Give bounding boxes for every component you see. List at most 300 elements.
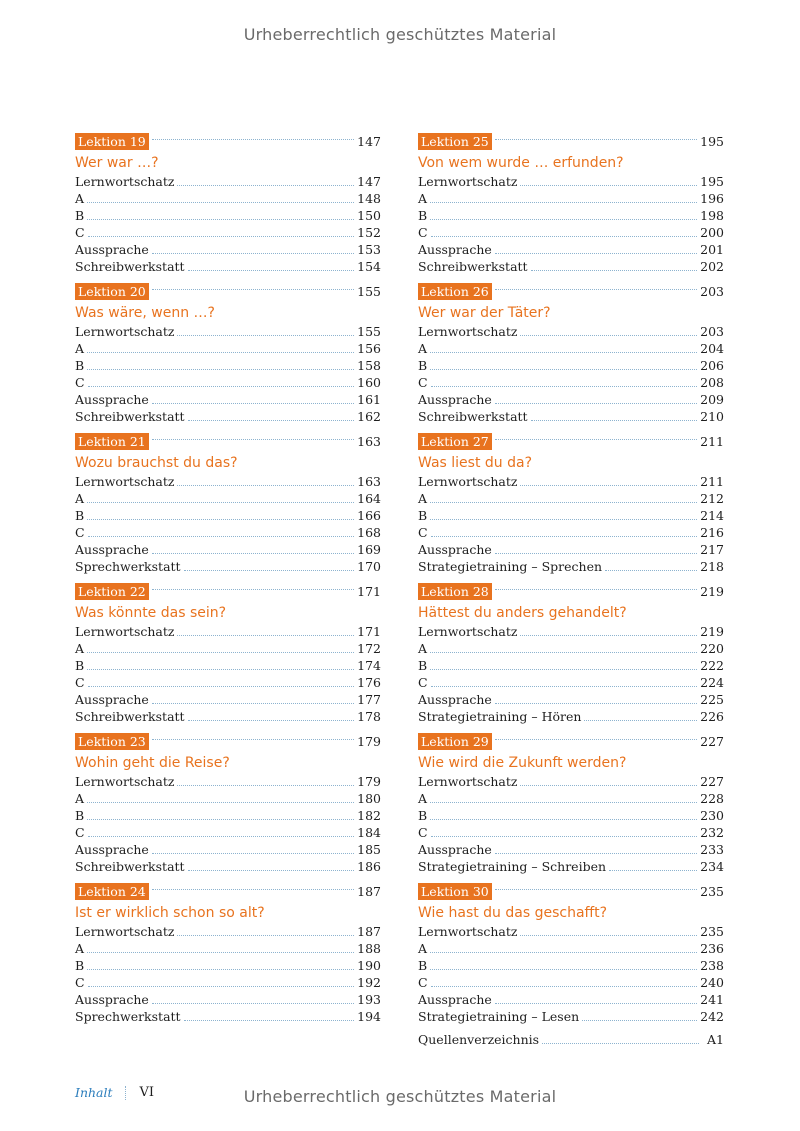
dot-leader [152, 703, 354, 704]
dot-leader [152, 1003, 354, 1004]
dot-leader [495, 139, 697, 140]
dot-leader [431, 236, 698, 237]
dot-leader [430, 819, 697, 820]
dot-leader [430, 219, 697, 220]
entry-page-number: 148 [357, 191, 381, 206]
toc-entry[interactable] [75, 258, 381, 275]
dot-leader [87, 952, 354, 953]
toc-entry[interactable] [75, 940, 381, 957]
entry-label: Lernwortschatz [418, 774, 518, 789]
lesson-page-number: 147 [357, 133, 381, 149]
dot-leader [188, 420, 355, 421]
entry-label: B [75, 958, 85, 973]
entry-label: Lernwortschatz [75, 324, 175, 339]
entry-label: A [75, 641, 85, 656]
lesson-block [418, 881, 724, 1031]
entry-label: Aussprache [418, 842, 492, 857]
entry-page-number: 198 [700, 208, 724, 223]
entry-label: A [418, 941, 428, 956]
lesson-header-row[interactable] [75, 131, 381, 151]
appendix-page-number: A1 [707, 1032, 724, 1047]
entry-label: Aussprache [418, 242, 492, 257]
entry-page-number: 216 [700, 525, 724, 540]
toc-entry[interactable] [418, 340, 724, 357]
toc-entry[interactable] [75, 691, 381, 708]
dot-leader [520, 485, 697, 486]
dot-leader [531, 420, 698, 421]
toc-entry[interactable] [75, 708, 381, 725]
dot-leader [88, 536, 355, 537]
dot-leader [430, 669, 697, 670]
dot-leader [188, 870, 355, 871]
toc-entry[interactable] [418, 207, 724, 224]
entry-label: Lernwortschatz [418, 324, 518, 339]
lesson-header-row[interactable] [75, 881, 381, 901]
dot-leader [152, 553, 354, 554]
toc-column-right [418, 131, 724, 1048]
entry-label: A [75, 791, 85, 806]
dot-leader [520, 785, 697, 786]
dot-leader [495, 703, 697, 704]
toc-entry[interactable] [418, 541, 724, 558]
toc-entry[interactable] [75, 1008, 381, 1025]
toc-entry[interactable] [75, 858, 381, 875]
lesson-page-number: 163 [357, 433, 381, 449]
lesson-title: Was wäre, wenn …? [75, 305, 215, 321]
entry-label: Aussprache [75, 692, 149, 707]
lesson-block [418, 281, 724, 431]
dot-leader [152, 589, 354, 590]
lesson-header-row[interactable] [418, 131, 724, 151]
entry-page-number: 186 [357, 859, 381, 874]
entry-label: C [75, 375, 85, 390]
entry-page-number: 196 [700, 191, 724, 206]
entry-page-number: 209 [700, 392, 724, 407]
entry-label: Strategietraining – Schreiben [418, 859, 607, 874]
entry-label: C [418, 375, 428, 390]
lesson-header-row[interactable] [75, 431, 381, 451]
dot-leader [495, 403, 697, 404]
toc-entry[interactable] [75, 323, 381, 340]
entry-label: A [75, 491, 85, 506]
entry-page-number: 241 [700, 992, 724, 1007]
toc-entry[interactable] [418, 241, 724, 258]
toc-entry[interactable] [418, 807, 724, 824]
toc-entry[interactable] [75, 974, 381, 991]
entry-page-number: 190 [357, 958, 381, 973]
entry-page-number: 192 [357, 975, 381, 990]
toc-entry[interactable] [75, 207, 381, 224]
toc-entry[interactable] [418, 173, 724, 190]
lesson-block [75, 881, 381, 1031]
entry-page-number: 206 [700, 358, 724, 373]
dot-leader [152, 739, 354, 740]
entry-label: A [418, 341, 428, 356]
lesson-page-number: 155 [357, 283, 381, 299]
dot-leader [495, 589, 697, 590]
entry-page-number: 240 [700, 975, 724, 990]
entry-page-number: 225 [700, 692, 724, 707]
toc-entry[interactable] [75, 408, 381, 425]
dot-leader [184, 1020, 355, 1021]
entry-page-number: 161 [357, 392, 381, 407]
toc-entry[interactable] [75, 640, 381, 657]
lesson-block [418, 131, 724, 281]
entry-page-number: 178 [357, 709, 381, 724]
watermark-top: Urheberrechtlich geschütztes Material [243, 25, 557, 44]
toc-entry[interactable] [75, 558, 381, 575]
entry-label: A [418, 491, 428, 506]
entry-page-number: 155 [357, 324, 381, 339]
toc-entry[interactable] [418, 524, 724, 541]
entry-label: A [75, 341, 85, 356]
dot-leader [430, 519, 697, 520]
lesson-page-number: 219 [700, 583, 724, 599]
entry-label: A [75, 941, 85, 956]
lesson-header-row[interactable] [75, 731, 381, 751]
entry-page-number: 184 [357, 825, 381, 840]
toc-entry[interactable] [75, 824, 381, 841]
appendix-label: Quellenverzeichnis [418, 1032, 540, 1047]
entry-label: Lernwortschatz [75, 474, 175, 489]
dot-leader [87, 969, 354, 970]
toc-entry[interactable] [418, 640, 724, 657]
entry-label: Schreibwerkstatt [75, 259, 185, 274]
entry-label: Aussprache [418, 392, 492, 407]
entry-label: Aussprache [75, 992, 149, 1007]
entry-page-number: 166 [357, 508, 381, 523]
entry-page-number: 176 [357, 675, 381, 690]
dot-leader [430, 202, 697, 203]
entry-page-number: 170 [357, 559, 381, 574]
lesson-title: Was könnte das sein? [75, 605, 227, 621]
lesson-badge: Lektion 26 [418, 283, 492, 300]
entry-page-number: 203 [700, 324, 724, 339]
entry-label: Lernwortschatz [75, 924, 175, 939]
toc-entry[interactable] [418, 858, 724, 875]
toc-entry[interactable] [418, 824, 724, 841]
entry-page-number: 182 [357, 808, 381, 823]
entry-label: C [75, 525, 85, 540]
lesson-block [75, 731, 381, 881]
lesson-header-row[interactable] [75, 581, 381, 601]
dot-leader [152, 439, 354, 440]
lesson-badge: Lektion 22 [75, 583, 149, 600]
toc-entry[interactable] [75, 841, 381, 858]
dot-leader [495, 289, 697, 290]
toc-entry[interactable] [75, 541, 381, 558]
toc-entry[interactable] [418, 507, 724, 524]
lesson-title: Wie wird die Zukunft werden? [418, 755, 627, 771]
lesson-block [418, 431, 724, 581]
dot-leader [584, 720, 697, 721]
dot-leader [495, 889, 697, 890]
toc-entry[interactable] [418, 991, 724, 1008]
toc-entry[interactable] [418, 473, 724, 490]
dot-leader [88, 986, 355, 987]
entry-page-number: 158 [357, 358, 381, 373]
lesson-badge: Lektion 21 [75, 433, 149, 450]
lesson-page-number: 187 [357, 883, 381, 899]
entry-page-number: 156 [357, 341, 381, 356]
toc-entry[interactable] [75, 773, 381, 790]
appendix-entry[interactable] [418, 1031, 724, 1048]
toc-entry[interactable] [418, 490, 724, 507]
entry-page-number: 238 [700, 958, 724, 973]
toc-entry[interactable] [418, 923, 724, 940]
lesson-title: Wer war der Täter? [418, 305, 551, 321]
lesson-title: Ist er wirklich schon so alt? [75, 905, 265, 921]
entry-page-number: 230 [700, 808, 724, 823]
lesson-header-row[interactable] [418, 431, 724, 451]
lesson-header-row[interactable] [418, 581, 724, 601]
lesson-badge: Lektion 27 [418, 433, 492, 450]
dot-leader [177, 935, 354, 936]
lesson-badge: Lektion 29 [418, 733, 492, 750]
toc-entry[interactable] [418, 1008, 724, 1025]
toc-entry[interactable] [418, 374, 724, 391]
lesson-page-number: 171 [357, 583, 381, 599]
toc-entry[interactable] [418, 940, 724, 957]
entry-label: C [418, 675, 428, 690]
lesson-block [75, 281, 381, 431]
toc-entry[interactable] [418, 258, 724, 275]
lesson-title: Was liest du da? [418, 455, 533, 471]
lesson-page-number: 211 [700, 433, 724, 449]
toc-entry[interactable] [75, 507, 381, 524]
entry-page-number: 222 [700, 658, 724, 673]
lesson-block [75, 431, 381, 581]
toc-entry[interactable] [75, 957, 381, 974]
dot-leader [87, 819, 354, 820]
dot-leader [430, 952, 697, 953]
entry-label: C [418, 975, 428, 990]
toc-entry[interactable] [75, 923, 381, 940]
entry-page-number: 171 [357, 624, 381, 639]
dot-leader [87, 369, 354, 370]
lesson-header-row[interactable] [418, 281, 724, 301]
toc-entry[interactable] [75, 790, 381, 807]
entry-label: Lernwortschatz [418, 924, 518, 939]
toc-entry[interactable] [75, 807, 381, 824]
entry-page-number: 180 [357, 791, 381, 806]
lesson-block [418, 581, 724, 731]
entry-label: Strategietraining – Sprechen [418, 559, 603, 574]
entry-label: Aussprache [418, 692, 492, 707]
lesson-page-number: 203 [700, 283, 724, 299]
dot-leader [430, 502, 697, 503]
dot-leader [88, 836, 355, 837]
toc-entry[interactable] [75, 674, 381, 691]
dot-leader [542, 1043, 699, 1044]
dot-leader [520, 185, 697, 186]
dot-leader [430, 652, 697, 653]
toc-entry[interactable] [418, 957, 724, 974]
toc-entry[interactable] [418, 190, 724, 207]
dot-leader [531, 270, 698, 271]
lesson-badge: Lektion 30 [418, 883, 492, 900]
dot-leader [87, 802, 354, 803]
entry-page-number: 204 [700, 341, 724, 356]
dot-leader [520, 935, 697, 936]
watermark-bottom: Urheberrechtlich geschütztes Material [243, 1087, 557, 1106]
entry-page-number: 210 [700, 409, 724, 424]
lesson-title: Wohin geht die Reise? [75, 755, 230, 771]
toc-entry[interactable] [418, 773, 724, 790]
toc-entry[interactable] [418, 674, 724, 691]
entry-label: Schreibwerkstatt [75, 409, 185, 424]
toc-entry[interactable] [418, 408, 724, 425]
toc-entry[interactable] [418, 974, 724, 991]
dot-leader [431, 836, 698, 837]
entry-page-number: 185 [357, 842, 381, 857]
entry-label: B [75, 358, 85, 373]
toc-entry[interactable] [418, 790, 724, 807]
dot-leader [495, 739, 697, 740]
entry-page-number: 218 [700, 559, 724, 574]
dot-leader [430, 352, 697, 353]
toc-entry[interactable] [418, 691, 724, 708]
lesson-block [418, 731, 724, 881]
entry-page-number: 164 [357, 491, 381, 506]
lesson-block [75, 131, 381, 281]
dot-leader [495, 853, 697, 854]
toc-entry[interactable] [75, 657, 381, 674]
entry-page-number: 228 [700, 791, 724, 806]
toc-entry[interactable] [418, 558, 724, 575]
entry-page-number: 187 [357, 924, 381, 939]
entry-page-number: 200 [700, 225, 724, 240]
toc-entry[interactable] [75, 991, 381, 1008]
toc-entry[interactable] [75, 173, 381, 190]
dot-leader [582, 1020, 697, 1021]
dot-leader [88, 686, 355, 687]
toc-entry[interactable] [75, 224, 381, 241]
toc-entry[interactable] [75, 391, 381, 408]
entry-page-number: 214 [700, 508, 724, 523]
entry-label: B [418, 808, 428, 823]
entry-label: B [75, 658, 85, 673]
entry-page-number: 226 [700, 709, 724, 724]
lesson-page-number: 227 [700, 733, 724, 749]
toc-entry[interactable] [75, 357, 381, 374]
entry-label: C [75, 825, 85, 840]
entry-page-number: 169 [357, 542, 381, 557]
entry-page-number: 212 [700, 491, 724, 506]
entry-label: Aussprache [75, 542, 149, 557]
entry-label: B [418, 208, 428, 223]
toc-entry[interactable] [75, 340, 381, 357]
lesson-title: Wie hast du das geschafft? [418, 905, 608, 921]
toc-entry[interactable] [418, 391, 724, 408]
toc-entry[interactable] [418, 841, 724, 858]
entry-page-number: 154 [357, 259, 381, 274]
dot-leader [152, 289, 354, 290]
dot-leader [495, 1003, 697, 1004]
dot-leader [152, 253, 354, 254]
dot-leader [177, 485, 354, 486]
entry-label: Aussprache [418, 542, 492, 557]
toc-entry[interactable] [418, 657, 724, 674]
footer-section-label: Inhalt [75, 1085, 113, 1100]
dot-leader [605, 570, 697, 571]
lesson-header-row[interactable] [418, 881, 724, 901]
dot-leader [87, 652, 354, 653]
toc-entry[interactable] [75, 490, 381, 507]
entry-label: Strategietraining – Hören [418, 709, 582, 724]
entry-page-number: 208 [700, 375, 724, 390]
toc-entry[interactable] [418, 623, 724, 640]
dot-leader [87, 669, 354, 670]
dot-leader [87, 219, 354, 220]
toc-column-left [75, 131, 381, 1031]
entry-label: Schreibwerkstatt [75, 859, 185, 874]
entry-page-number: 150 [357, 208, 381, 223]
entry-label: C [418, 825, 428, 840]
lesson-title: Wer war …? [75, 155, 159, 171]
lesson-block [75, 581, 381, 731]
entry-page-number: 153 [357, 242, 381, 257]
entry-label: B [75, 508, 85, 523]
entry-page-number: 227 [700, 774, 724, 789]
toc-entry[interactable] [418, 357, 724, 374]
page-number: VI [139, 1085, 155, 1100]
toc-entry[interactable] [418, 323, 724, 340]
toc-entry[interactable] [418, 708, 724, 725]
entry-label: Lernwortschatz [75, 624, 175, 639]
dot-leader [430, 802, 697, 803]
toc-entry[interactable] [75, 623, 381, 640]
dot-leader [87, 202, 354, 203]
entry-page-number: 235 [700, 924, 724, 939]
entry-label: B [418, 358, 428, 373]
toc-entry[interactable] [418, 224, 724, 241]
lesson-header-row[interactable] [75, 281, 381, 301]
dot-leader [87, 352, 354, 353]
toc-entry[interactable] [75, 524, 381, 541]
entry-label: C [418, 225, 428, 240]
entry-label: A [418, 191, 428, 206]
entry-label: A [75, 191, 85, 206]
lesson-header-row[interactable] [418, 731, 724, 751]
toc-entry[interactable] [75, 241, 381, 258]
entry-page-number: 179 [357, 774, 381, 789]
entry-page-number: 217 [700, 542, 724, 557]
entry-label: Sprechwerkstatt [75, 559, 181, 574]
dot-leader [520, 635, 697, 636]
entry-label: A [418, 791, 428, 806]
dot-leader [87, 519, 354, 520]
lesson-badge: Lektion 23 [75, 733, 149, 750]
dot-leader [152, 853, 354, 854]
entry-label: C [75, 975, 85, 990]
entry-label: B [418, 958, 428, 973]
toc-entry[interactable] [75, 190, 381, 207]
dot-leader [152, 139, 354, 140]
toc-entry[interactable] [75, 473, 381, 490]
toc-entry[interactable] [75, 374, 381, 391]
lesson-page-number: 235 [700, 883, 724, 899]
entry-page-number: 236 [700, 941, 724, 956]
entry-page-number: 232 [700, 825, 724, 840]
lesson-page-number: 179 [357, 733, 381, 749]
entry-page-number: 201 [700, 242, 724, 257]
entry-label: B [418, 658, 428, 673]
dot-leader [88, 236, 355, 237]
dot-leader [152, 403, 354, 404]
entry-page-number: 172 [357, 641, 381, 656]
dot-leader [520, 335, 697, 336]
